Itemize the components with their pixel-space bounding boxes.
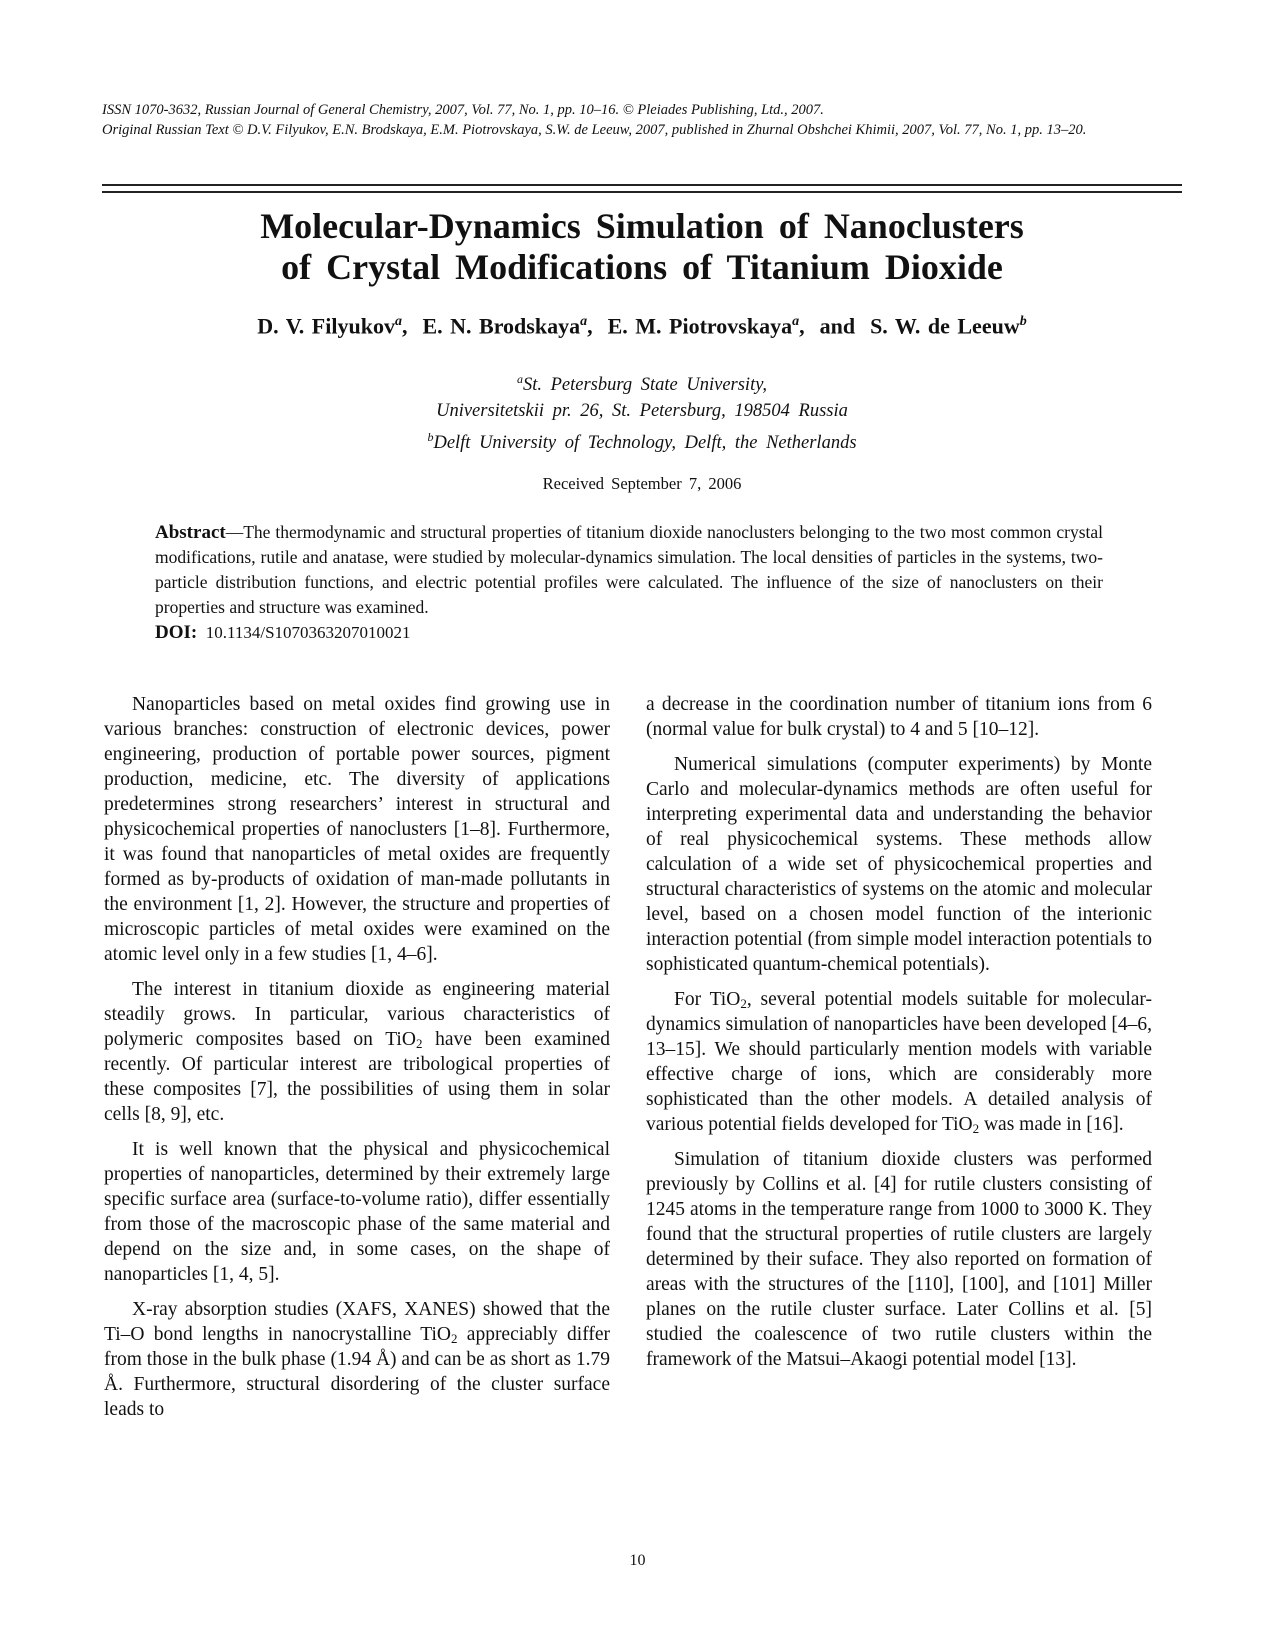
subscript: 2 — [450, 1331, 458, 1346]
author-name: S. W. de Leeuw — [870, 313, 1020, 339]
author-affil-mark: a — [792, 314, 800, 329]
title-line-2: of Crystal Modifications of Titanium Dioxide — [281, 247, 1003, 287]
subscript: 2 — [972, 1121, 980, 1136]
paragraph: Numerical simulations (computer experiments) by Monte Carlo and molecular-dynamics methods are often useful for interpreting experimental data and understanding the behavior of real physicochemical systems. These methods allow calculation of a wide set of physicochemical properties and structural characteristics of systems on the atomic and molecular level, based on a chosen model function of the interionic interaction potential (from simple model interaction potentials to sophisticated quantum-chemical potentials). — [646, 754, 1152, 975]
author-name: E. N. Brodskaya — [422, 313, 581, 339]
header-line-issn: ISSN 1070-3632, Russian Journal of General Chemistry, 2007, Vol. 77, No. 1, pp. 10–16. © Pleiades Publishing, Ltd., 2007. — [102, 102, 824, 118]
author-conjunction: and — [819, 313, 856, 339]
abstract-label: Abstract — [155, 522, 226, 543]
affil-mark: b — [427, 430, 434, 445]
paragraph-text: have been examined recently. Of particular interest are tribological properties of these composites [7], the possibilities of using them in solar cells [8, 9], etc. — [104, 1029, 611, 1125]
paragraph-text: For TiO — [674, 989, 741, 1010]
author-affil-mark: a — [580, 314, 588, 329]
doi-value[interactable]: 10.1134/S1070363207010021 — [205, 623, 411, 642]
affiliation-b — [102, 424, 1182, 456]
paragraph — [104, 1297, 610, 1422]
left-column — [104, 692, 610, 1432]
paragraph-text: appreciably differ from those in the bulk phase (1.94 Å) and can be as short as 1.79 Å. Furthermore, structural disordering of the cluster surface leads to — [104, 1324, 610, 1420]
paragraph: Nanoparticles based on metal oxides find growing use in various branches: construction of electronic devices, power engineering, production of portable power sources, pigment production, medicine, etc. The diversity of applications predetermines strong researchers’ interest in structural and physicochemical properties of nanoclusters [1–8]. Furthermore, it was found that nanoparticles of metal oxides are frequently formed as by-products of oxidation of man-made pollutants in the environment [1, 2]. However, the structure and properties of microscopic particles of metal oxides were examined on the atomic level only in a few studies [1, 4–6]. — [104, 694, 610, 965]
paragraph: Simulation of titanium dioxide clusters was performed previously by Collins et al. [4] for rutile clusters consisting of 1245 atoms in the temperature range from 1000 to 3000 K. They found that the structural properties of rutile clusters are largely determined by their suface. They also reported on formation of areas with the structures of the [110], [100], and [101] Miller planes on the rutile cluster surface. Later Collins et al. [5] studied the coalescence of two rutile clusters within the framework of the Matsui–Akaogi potential model [13]. — [646, 1149, 1152, 1370]
title-line-1: Molecular-Dynamics Simulation of Nanoclusters — [260, 206, 1024, 246]
affil-a-line2: Universitetskii pr. 26, St. Petersburg, 198504 Russia — [436, 401, 848, 422]
author-name: E. M. Piotrovskaya — [607, 313, 793, 339]
abstract-body — [155, 520, 1103, 620]
paragraph-text: was made in [16]. — [979, 1114, 1124, 1135]
paragraph-continued: a decrease in the coordination number of titanium ions from 6 (normal value for bulk crystal) to 4 and 5 [10–12]. — [646, 694, 1152, 740]
paragraph-text: The interest in titanium dioxide as engineering material steadily grows. In particular, various characteristics of polymeric composites based on TiO — [104, 979, 610, 1050]
page-number: 10 — [629, 1552, 646, 1569]
affiliations — [102, 366, 1182, 456]
paragraph-text: X-ray absorption studies (XAFS, XANES) showed that the Ti–O bond lengths in nanocrystalline TiO — [104, 1299, 610, 1345]
doi-label: DOI: — [155, 622, 198, 643]
affil-a-line1: St. Petersburg State University, — [522, 375, 768, 396]
author-name: D. V. Filyukov — [257, 313, 395, 339]
article-title — [102, 206, 1182, 288]
abstract-text: The thermodynamic and structural properties of titanium dioxide nanoclusters belonging to the two most common crystal modifications, rutile and anatase, were studied by molecular-dynamics simulation. The local densities of particles in the systems, two-particle distribution functions, and electric potential profiles were calculated. The influence of the size of nanoclusters on their properties and structure was examined. — [155, 522, 1103, 617]
affil-b-line1: Delft University of Technology, Delft, the Netherlands — [433, 433, 857, 454]
author-list: D. V. Filyukov$^a$, E. N. Brodskaya$^a$, E. M. Piotrovskaya$^a$, and S. W. de Leeuw$^b$ — [257, 313, 1027, 339]
affil-mark: a — [516, 372, 523, 386]
abstract-block — [155, 520, 1103, 645]
subscript: 2 — [740, 996, 747, 1011]
header-line-original: Original Russian Text © D.V. Filyukov, E.N. Brodskaya, E.M. Piotrovskaya, S.W. de Leeuw, 2007, published in Zhurnal Obshchei Khimii, 2007, Vol. 77, No. 1, pp. 13–20. — [102, 122, 1087, 138]
abstract-dash: — — [225, 522, 244, 542]
paragraph-text: , several potential models suitable for molecular-dynamics simulation of nanoparticles have been developed [4–6, 13–15]. We should particularly mention models with variable effective charge of ions, which are considerably more sophisticated than the other models. A detailed analysis of various potential fields developed for TiO — [646, 989, 1152, 1135]
author-affil-mark: b — [1019, 314, 1027, 329]
paragraph — [646, 987, 1152, 1137]
author-affil-mark: a — [394, 314, 402, 329]
affiliation-a — [102, 366, 1182, 398]
journal-header — [102, 100, 1182, 140]
received-date: Received September 7, 2006 — [542, 474, 742, 493]
right-column — [646, 692, 1152, 1382]
doi-line — [155, 620, 1103, 645]
subscript: 2 — [415, 1036, 423, 1051]
paragraph: It is well known that the physical and physicochemical properties of nanoparticles, determined by their extremely large specific surface area (surface-to-volume ratio), differ essentially from those of the macroscopic phase of the same material and depend on the size and, in some cases, on the shape of nanoparticles [1, 4, 5]. — [104, 1139, 610, 1285]
header-rule — [102, 184, 1182, 193]
paragraph — [104, 977, 610, 1127]
